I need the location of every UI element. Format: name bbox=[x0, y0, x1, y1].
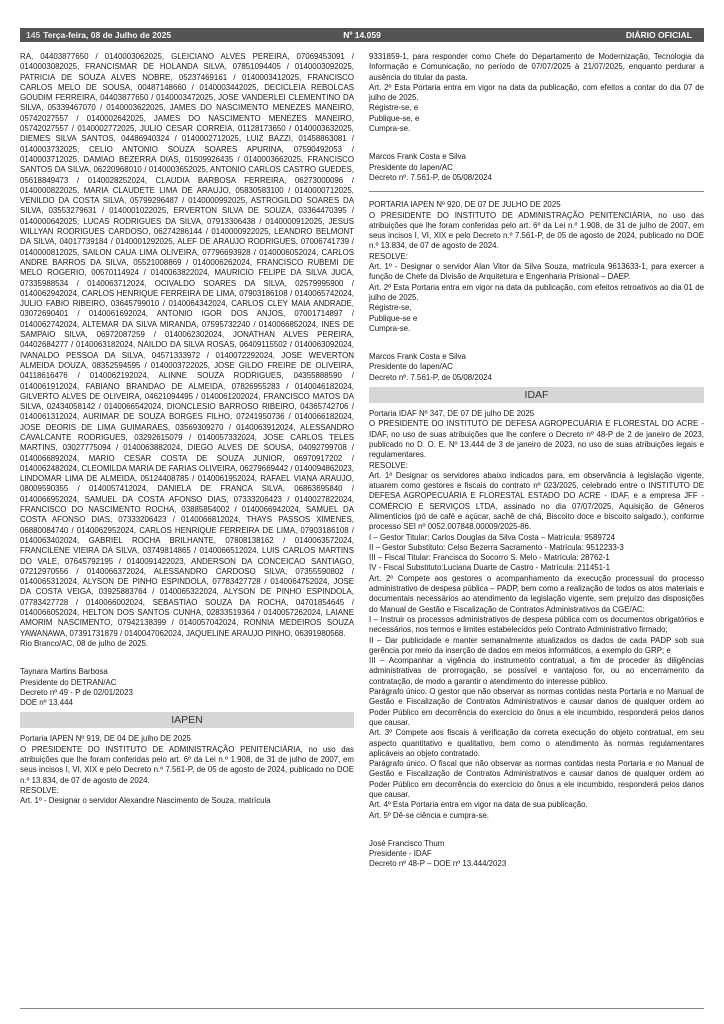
closing-line: Rio Branco/AC, 08 de julho de 2025. bbox=[20, 638, 149, 648]
continued-text: 9331859-1, para responder como Chefe do Departamento de Modernização, Tecnologia da Informação e Comunicação, no período de 07/07/2025 à 21/07/2025, enquanto perdurar a ausência do titular da pasta. bbox=[369, 52, 704, 82]
cumpra-line: Cumpra-se. bbox=[369, 124, 411, 134]
article-2-paragraph: Parágrafo único. O gestor que não observar as normas contidas nesta Portaria e no Manual de Gestão e Fiscalização de Contratos Administrativos e causar danos de qualquer ordem ao Poder Público em decorrência do exercício do ônus a ele incumbido, responderá pelos danos que causar. bbox=[369, 687, 704, 727]
registre-line: Registre-se, bbox=[369, 303, 412, 313]
portaria-intro: O PRESIDENTE DO INSTITUTO DE ADMINISTRAÇÃO PENITENCIÁRIA, no uso das atribuições que lhe foram conferidas pelo art. 6º da Lei n.º 1.908, de 31 de julho de 2007, em seus incisos I, VI, XIX e pelo Decreto n.º 7.561-P, de 05 de agosto de 2024, publicado no DOE n.º 13.834, de 07 de agosto de 2024. bbox=[369, 210, 704, 251]
signature-decree: Decreto nº. 7.561-P, de 05/08/2024 bbox=[369, 372, 492, 382]
signature-role: Presidente - IDAF bbox=[369, 849, 432, 859]
signature-doe: DOE nº 13.444 bbox=[20, 698, 73, 708]
header-date: Terça-feira, 08 de Julho de 2025 bbox=[43, 30, 172, 40]
signature-role: Presidente do DETRAN/AC bbox=[20, 677, 117, 687]
section-header-iapen: IAPEN bbox=[20, 712, 354, 728]
signature-role: Presidente do Iapen/AC bbox=[369, 162, 453, 172]
signature-name: José Francisco Thum bbox=[369, 838, 445, 848]
article-2-item-i: I – Instruir os processos administrativos de despesa pública com os documentos obrigatórios e necessários, nos termos e limites estabelecidos pelo Contrato Administrativo firmado; bbox=[369, 614, 704, 635]
article-4: Art. 4º Esta Portaria entra em vigor na data de sua publicação. bbox=[369, 800, 588, 810]
right-column bbox=[369, 52, 704, 870]
portaria-intro: O PRESIDENTE DO INSTITUTO DE DEFESA AGROPECUÁRIA E FLORESTAL DO ACRE - IDAF, no uso de suas atribuições que lhe confere o Decreto nº 48-P de 2 de janeiro de 2023, publicado no D. O. E. Nº 13.444 de 3 de janeiro de 2023, no uso de suas atribuições legais e regulamentares. bbox=[369, 419, 704, 460]
article-3-paragraph: Parágrafo único. O fiscal que não observar as normas contidas nesta Portaria e no Manual de Gestão e Fiscalização de Contratos Administrativos e causar danos de qualquer ordem ao Poder Público em decorrência do exercício do ônus a ele incumbido, responderá pelos danos que causar. bbox=[369, 759, 704, 799]
cumpra-line: Cumpra-se. bbox=[369, 323, 411, 333]
article-1: Art. 1º - Designar o servidor Alan Vitor da Silva Souza, matrícula 9613633-1, para exercer a função de Chefe da Divisão de Arquitetura e Engenharia Prisional – DAEP. bbox=[369, 262, 704, 282]
journal-title: DIÁRIO OFICIAL bbox=[625, 30, 692, 40]
page-header bbox=[20, 28, 704, 42]
resolve-label: RESOLVE: bbox=[369, 460, 408, 470]
article-1: Art. 1º Designar os servidores abaixo indicados para, em observância à legislação vigente, atuarem como gestores e fiscais do contrato nº 023/2025, celebrado entre o INSTITUTO DE DEFESA AGROPECUÁRIA E FLORESTAL ESTADO DO ACRE - IDAF, e a empresa JFF - COMÉRCIO E SERVIÇOS LTDA, assinado no dia 07/07/2025, Aquisição de Gêneros Alimentícios (pó de café e açúcar, sachê de chá, Biscoito doce e biscoito salgado.), conforme processo SEI nº 0052.007848.00009/2025-86. bbox=[369, 470, 704, 532]
article-2-item-ii: II – Dar publicidade e manter semanalmente atualizados os dados de cada PADP sob sua gerência por meio da inserção de dados em meios informáticos, a exemplo do GRP; e bbox=[369, 635, 704, 655]
article-2: Art. 2º Esta Portaria entra em vigor na data da publicação, com efeitos retroativos ao dia 01 de julho de 2025. bbox=[369, 282, 704, 302]
article-2: Art. 2º Compete aos gestores o acompanhamento da execução processual do processo administrativo de despesa pública – PADP, bem como a realização de todos os atos materiais e documentais necessários ao atendimento da legislação vigente, sem prejuízo das disposições do Manual de Gestão e Fiscalização de Contratos Administrativos da CGE/AC: bbox=[369, 573, 704, 614]
signature-decree: Decreto nº. 7.561-P, de 05/08/2024 bbox=[369, 172, 492, 182]
issue-number: Nº 14.059 bbox=[343, 30, 381, 40]
item-i: I – Gestor Titular: Carlos Douglas da Silva Costa – Matrícula: 9589724 bbox=[369, 532, 616, 542]
signature-name: Marcos Frank Costa e Silva bbox=[369, 152, 466, 162]
signature-decree: Decreto nº 48-P – DOE nº 13.444/2023 bbox=[369, 859, 507, 869]
portaria-title: Portaria IDAF Nº 347, DE 07 DE julho DE 2025 bbox=[369, 409, 535, 419]
publique-line: Publique-se, e bbox=[369, 113, 420, 123]
left-column bbox=[20, 52, 354, 806]
publique-line: Publique-se e bbox=[369, 313, 418, 323]
signature-name: Taynara Martins Barbosa bbox=[20, 667, 108, 677]
portaria-title: PORTARIA IAPEN Nº 920, DE 07 DE JULHO DE 2025 bbox=[369, 200, 561, 210]
article-2: Art. 2º Esta Portaria entra em vigor na data da publicação, com efeitos a contar do dia 07 de julho de 2025. bbox=[369, 82, 704, 103]
article-1: Art. 1º - Designar o servidor Alexandre Nascimento de Souza, matrícula bbox=[20, 796, 271, 806]
item-iv: IV - Fiscal Substituto:Luciana Duarte de Castro - Matrícula: 211451-1 bbox=[369, 563, 611, 573]
item-iii: III – Fiscal Titular: Francisca do Socorro S. Melo - Matrícula: 28762-1 bbox=[369, 553, 610, 563]
article-2-item-iii: III – Acompanhar a vigência do instrumento contratual, a fim de proceder às diligências administrativas de prorrogação, se possível e vantajoso for, ou ao encerramento da contratação, de modo a garantir o atendimento do interesse público. bbox=[369, 656, 704, 686]
item-ii: II – Gestor Substituto: Celso Bezerra Sacramento - Matrícula: 9512233-3 bbox=[369, 542, 624, 552]
divider bbox=[369, 191, 704, 192]
portaria-title: Portaria IAPEN Nº 919, DE 04 DE julho DE 2025 bbox=[20, 734, 191, 744]
page-number: 145 bbox=[26, 30, 41, 40]
resolve-label: RESOLVE: bbox=[20, 785, 59, 795]
article-3: Art. 3º Compete aos fiscais à verificação da correta execução do objeto contratual, em seu aspecto quantitativo e qualitativo, bem como o atendimento às normas regulamentares aplicáveis ao objeto contratado. bbox=[369, 728, 704, 758]
name-list: RA, 04403877650 / 0140003062025, GLEICIANO ALVES PEREIRA, 07069453091 / 0140003082025, FRANCISMAR DE HOLANDA SILVA, 07851094405 / 0140003092025, PATRICIA DE SOUZA ALVES NOBRE, 05237469161 / 0140003412025, FRANCISCO CARLOS MELO DE SOUSA, 00487148660 / 0140003442025, DECICLEIA REBOLCAS GOUDIM FERREIRA, 04403877650 / 0140003472025, JOSE VANDERLEI CLEMENTINO DA SILVA, 05339467070 / 0140003622025, JAMES DO NASCIMENTO MENEZES MANEIRO, 05742027557 / 0140002642025, JAMES DO NASCIMENTO MENEZES MANEIRO, 05742027557 / 0140002772025, JULIO CESAR CORREIA, 01128173650 / 0140003632025, DIEMES SILVA SANTOS, 04486940324 / 0140002712025, LUIZ BAZZI, 01458863081 / 0140003732025, CELIO ANTONIO SOUZA SOARES APURINA, 07590492053 / 0140003712025, DAMIAO BEZERRA DIAS, 01509926435 / 0140003662025, FRANCISCO SANTOS DA SILVA, 06220968010 / 0140003652025, ANTONIO CARLOS CASTRO GUEDES, 05618849473 / 0140028252024, CLAUDIA BARBOSA FERREIRA, 06273000096 / 0140000822025, MARIA CLAUDETE LIMA DE ARAUJO, 05830583100 / 0140000712025, VENILDO DA COSTA SILVA, 05799296487 / 0140000992025, ASTROGILDO SOARES DA SILVA, 03553279631 / 0140001022025, ERVERTON SILVA DE SOUZA, 03364470395 / 0140000642025, LUCAS RODRIGUES DA SILVA, 07913306438 / 0140000912025, JESUS WILLYAN RODRIGUES CARDOSO, 06274286144 / 0140000922025, LEANDRO BELMONT DA SILVA, 04017739184 / 0140001292025, ALEF DE ARAUJO RODRIGUES, 07006741739 / 0140000812025, SAILON CAUA LIMA OLIVEIRA, 07796693928 / 0140006052024, CARLOS ANDRE BARROS DA SILVA, 05521008869 / 0140006262024, FRANCISCO RUBEMI DE MELO ROGERIO, 00570114924 / 0140063822024, MAURICIO FELIPE DA SILVA JUCA, 07335988534 / 0140063712024, OCIVALDO SOARES DA SILVA, 02579995900 / 0140062942024, CARLOS HENRIQUE FERREIRA DE LIMA, 07903186108 / 0140065742024, JULIO FABIO RIBEIRO, 03645799010 / 0140064342024, CARLOS CLEY MAIA ANDRADE, 03072690401 / 0140061692024, ANTONIO IGOR DOS ANJOS, 07001714897 / 0140062742024, ALTEMAR DA SILVA MIRANDA, 07595732240 / 0140066852024, INES DE SAMPAIO SILVA, 06972087259 / 0140062302024, JONATHAN ALVES PEREIRA, 04402684277 / 0140063182024, NAILDO DA SILVA ROSAS, 06409115502 / 0140063092024, IVANALDO PESSOA DA SILVA, 04571333972 / 0140072292024, JOSE WEVERTON ALMEIDA DOUZA, 08352594595 / 0140003722025, JOSE GILDO FREIRE DE OLIVEIRA, 04118616476 / 0140062192024, ALINNE SOUZA RODRIGUES, 04355888590 / 0140061912024, FABIANO BRANDAO DE ALMEIDA, 07826955283 / 0140046182024, GILVERTO ALVES DE OLIVEIRA, 04621094495 / 0140061202024, FRANCISCO MATOS DA SILVA, 02434058142 / 0140066542024, DIONCLESIO BARROSO RIBEIRO, 04365742706 / 0140061312024, AURIMAR DE SOUZA BORGES FILHO, 07241950736 / 0140066182024, JOSE DEORIS DE LIMA GUIMARAES, 03569309270 / 0140063912024, ALESSANDRO CAVALCANTE RODRIGUES, 03292615079 / 0140057332024, JOSE CARLOS TELES MARTINS, 03027775094 / 0140063882024, DIEGO ALVES DE SOUSA, 04092799708 / 0140066892024, MARIO CESAR COSTA DE SOUZA JUNIOR, 06970917202 / 0140062482024, CLEOMILDA MARIA DE FARIAS OLIVEIRA, 06279669442 / 0140094862023, LINDOMAR LIMA DE ALMEIDA, 05124408785 / 0140061952024, RAFAEL VIANA ARAUJO, 08009590355 / 0140057412024, DANIELA DE FRANCA SILVA, 06863695840 / 0140066952024, SAMUEL DA COSTA AFONSO DIAS, 07333206423 / 0140027822024, FRANCISCO DO NASCIMENTO ROCHA, 03885854002 / 0140066942024, SAMUEL DA COSTA AFONSO DIAS, 07333206423 / 0140066812024, THAYS PASSOS XIMENES, 06880084740 / 0140062952024, CARLOS HENRIQUE FERREIRA DE LIMA, 07903186108 / 0140063402024, GABRIEL ROCHA BRILHANTE, 07808138162 / 0140063572024, FRANCILENE VIEIRA DA SILVA, 03749814865 / 0140066512024, LUIS CARLOS MARTINS DO VALE, 07645792195 / 0140091422023, ANDERSON DA CONCEICAO SANTIAGO, 07212970556 / 0140066372024, ALESSANDRO CARDOSO SILVA, 07355590802 / 0140065312024, ALYSON DE PINHO ESPINDOLA, 07783427728 / 0140064752024, JOSE DA COSTA VEIGA, 03925883764 / 0140065322024, ALYSON DE PINHO ESPINDOLA, 07783427728 / 0140066002024, SEBASTIAO SOUZA DA ROCHA, 04701854645 / 0140066052024, HELTON DOS SANTOS CUNHA, 02833519364 / 0140057262024, LAIANE AMORIM NASCIMENTO, 07942138399 / 0140057042024, RONNIA MEDEIROS SOUZA YAWANAWA, 07391731879 / 0140047062024, JAQUELINE ARAUJO PINHO, 06391980568. bbox=[20, 52, 354, 638]
resolve-label: RESOLVE: bbox=[369, 251, 408, 261]
footer-rule bbox=[20, 1008, 704, 1009]
portaria-intro: O PRESIDENTE DO INSTITUTO DE ADMINISTRAÇÃO PENITENCIÁRIA, no uso das atribuições que lhe foram conferidas pelo art. 6º da Lei n.º 1.908, de 31 de julho de 2007, em seus incisos I, VI, XIX e pelo Decreto n.º 7.561-P, de 05 de agosto de 2024, publicado no DOE n.º 13.834, de 07 de agosto de 2024. bbox=[20, 744, 354, 785]
signature-decree: Decreto nº 49 - P de 02/01/2023 bbox=[20, 687, 133, 697]
article-5: Art. 5º Dê-se ciência e cumpra-se. bbox=[369, 810, 489, 820]
signature-role: Presidente do Iapen/AC bbox=[369, 362, 453, 372]
section-header-idaf: IDAF bbox=[369, 387, 704, 403]
signature-name: Marcos Frank Costa e Silva bbox=[369, 352, 466, 362]
registre-line: Registre-se, e bbox=[369, 103, 419, 113]
